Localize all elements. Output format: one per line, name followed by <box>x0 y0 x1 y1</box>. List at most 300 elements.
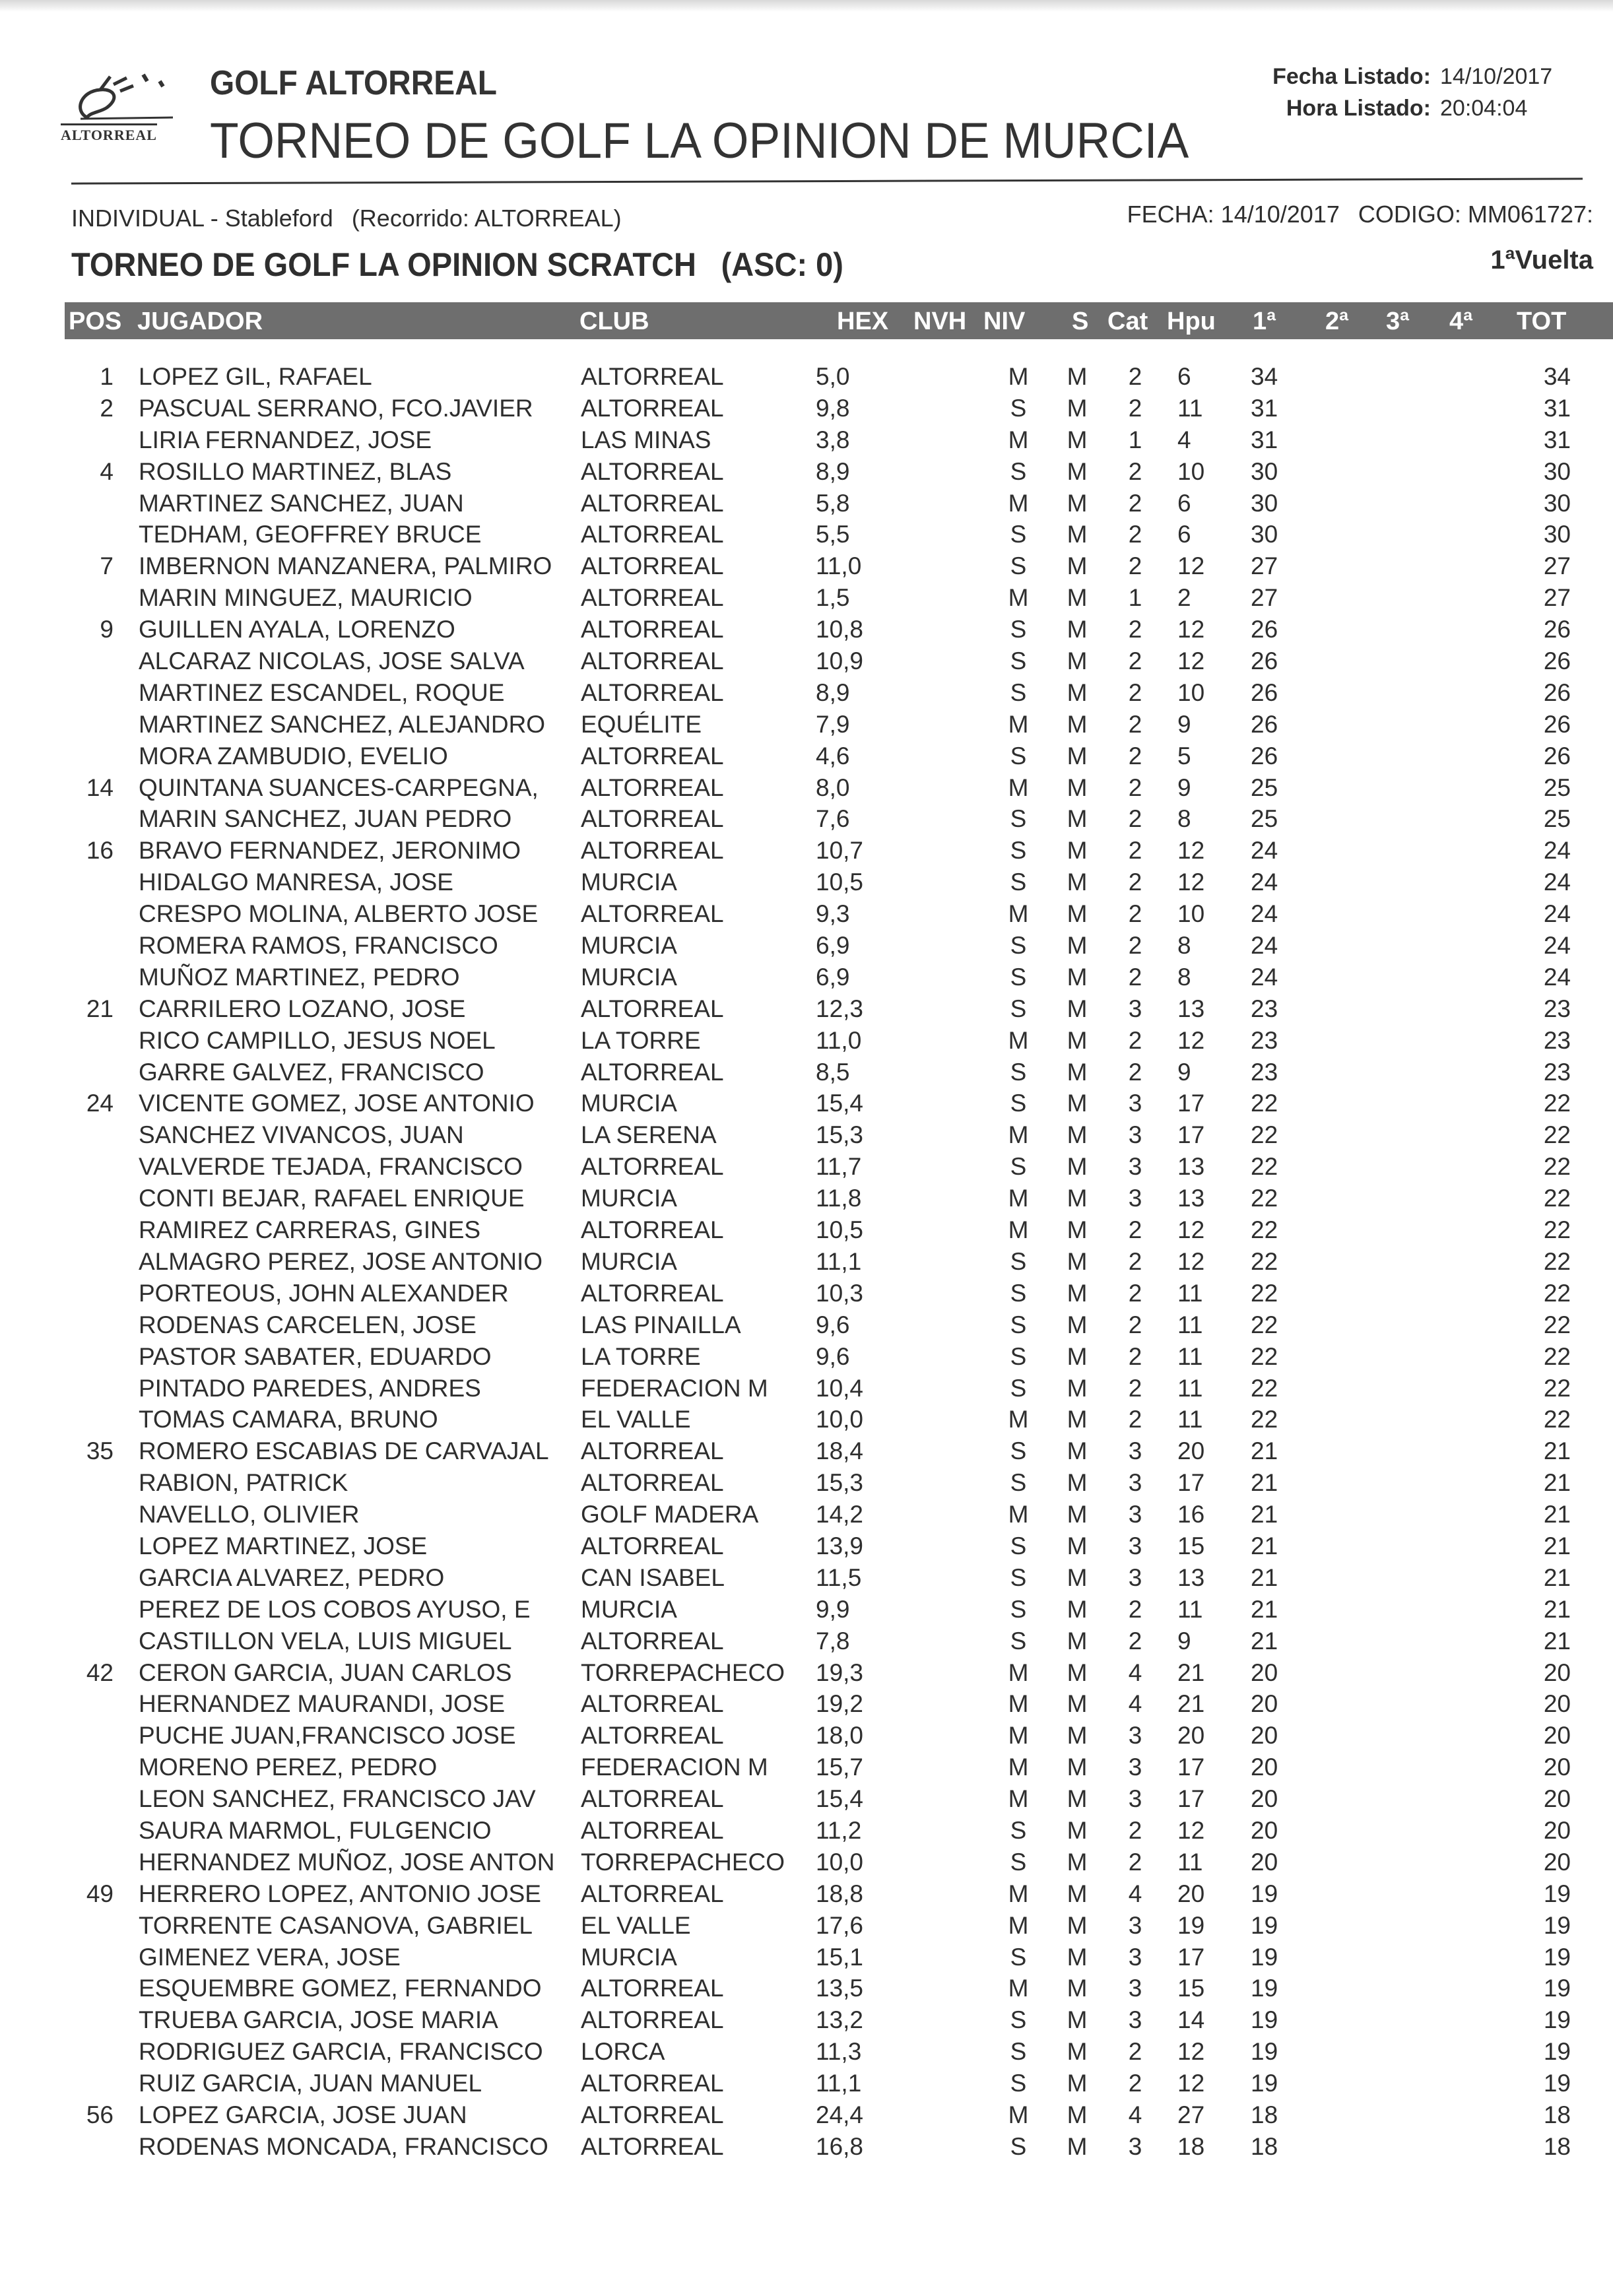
cell-level: S <box>1010 1848 1027 1876</box>
cell-category: 2 <box>1128 2038 1142 2066</box>
round-label: 1ªVuelta <box>1490 246 1593 275</box>
table-row <box>0 2070 1613 2101</box>
cell-sex: M <box>1067 1722 1088 1750</box>
cell-playing-handicap: 20 <box>1177 1437 1205 1465</box>
col-header-round4: 4ª <box>1449 308 1473 335</box>
cell-round1-score: 22 <box>1251 1342 1278 1370</box>
cell-club: ALTORREAL <box>581 900 724 928</box>
cell-playing-handicap: 13 <box>1177 995 1205 1022</box>
cell-position: 1 <box>100 363 114 390</box>
cell-position: 4 <box>100 457 114 485</box>
cell-position: 42 <box>86 1658 114 1686</box>
cell-level: S <box>1010 805 1027 833</box>
cell-total-score: 31 <box>1543 394 1571 422</box>
cell-sex: M <box>1067 363 1088 390</box>
cell-club: ALTORREAL <box>581 742 724 770</box>
cell-player-name: TEDHAM, GEOFFREY BRUCE <box>139 521 482 548</box>
cell-club: LA SERENA <box>581 1121 717 1149</box>
cell-category: 3 <box>1128 1185 1142 1212</box>
cell-category: 2 <box>1128 1026 1142 1054</box>
cell-position: 7 <box>100 552 114 580</box>
cell-sex: M <box>1067 1975 1088 2002</box>
cell-total-score: 20 <box>1543 1785 1571 1813</box>
cell-club: ALTORREAL <box>581 1216 724 1244</box>
table-row <box>0 995 1613 1027</box>
cell-total-score: 31 <box>1543 426 1571 453</box>
cell-club: TORREPACHECO <box>581 1848 785 1876</box>
cell-level: M <box>1008 1658 1029 1686</box>
cell-round1-score: 27 <box>1251 584 1278 612</box>
cell-round1-score: 24 <box>1251 869 1278 896</box>
competition-date: FECHA: 14/10/2017 <box>1127 201 1340 228</box>
cell-playing-handicap: 8 <box>1177 805 1191 833</box>
cell-playing-handicap: 11 <box>1177 1279 1203 1307</box>
cell-category: 2 <box>1128 457 1142 485</box>
cell-playing-handicap: 17 <box>1177 1121 1205 1149</box>
cell-player-name: CASTILLON VELA, LUIS MIGUEL <box>139 1627 512 1655</box>
table-header <box>65 302 1613 339</box>
cell-playing-handicap: 13 <box>1177 1563 1205 1591</box>
cell-category: 3 <box>1128 1469 1142 1497</box>
cell-playing-handicap: 17 <box>1177 1785 1205 1813</box>
cell-total-score: 20 <box>1543 1816 1571 1844</box>
cell-handicap-exact: 8,0 <box>816 773 850 801</box>
cell-handicap-exact: 11,8 <box>816 1185 862 1212</box>
fecha-listado <box>1272 61 1572 92</box>
cell-round1-score: 26 <box>1251 616 1278 643</box>
cell-club: ALTORREAL <box>581 1469 724 1497</box>
table-row <box>0 1437 1613 1469</box>
cell-sex: M <box>1067 805 1088 833</box>
cell-total-score: 22 <box>1543 1247 1571 1275</box>
cell-player-name: TRUEBA GARCIA, JOSE MARIA <box>139 2006 498 2034</box>
table-row <box>0 363 1613 395</box>
cell-total-score: 22 <box>1543 1121 1571 1149</box>
cell-category: 2 <box>1128 489 1142 517</box>
cell-sex: M <box>1067 1911 1088 1939</box>
cell-round1-score: 20 <box>1251 1785 1278 1813</box>
cell-total-score: 22 <box>1543 1185 1571 1212</box>
cell-category: 2 <box>1128 900 1142 928</box>
cell-round1-score: 26 <box>1251 710 1278 738</box>
cell-level: M <box>1008 710 1029 738</box>
cell-player-name: VALVERDE TEJADA, FRANCISCO <box>139 1153 523 1181</box>
cell-player-name: LOPEZ MARTINEZ, JOSE <box>139 1532 428 1559</box>
table-row <box>0 458 1613 490</box>
cell-player-name: MARTINEZ ESCANDEL, ROQUE <box>139 678 505 706</box>
cell-level: M <box>1008 1785 1029 1813</box>
cell-player-name: PINTADO PAREDES, ANDRES <box>139 1374 481 1402</box>
cell-sex: M <box>1067 1311 1088 1338</box>
table-row <box>0 490 1613 521</box>
cell-level: M <box>1008 363 1029 390</box>
cell-handicap-exact: 5,8 <box>816 489 850 517</box>
cell-player-name: PORTEOUS, JOHN ALEXANDER <box>139 1279 509 1307</box>
cell-club: ALTORREAL <box>581 2070 724 2097</box>
col-header-jugador: JUGADOR <box>137 308 263 335</box>
cell-category: 3 <box>1128 1722 1142 1750</box>
cell-handicap-exact: 18,0 <box>816 1722 864 1750</box>
cell-total-score: 27 <box>1543 552 1571 580</box>
cell-player-name: VICENTE GOMEZ, JOSE ANTONIO <box>139 1090 535 1117</box>
cell-level: S <box>1010 1247 1027 1275</box>
cell-category: 2 <box>1128 1374 1142 1402</box>
cell-handicap-exact: 12,3 <box>816 995 864 1022</box>
cell-round1-score: 23 <box>1251 1026 1278 1054</box>
cell-sex: M <box>1067 1121 1088 1149</box>
cell-category: 2 <box>1128 1216 1142 1244</box>
cell-player-name: SANCHEZ VIVANCOS, JUAN <box>139 1121 464 1149</box>
cell-total-score: 19 <box>1543 2006 1571 2034</box>
cell-handicap-exact: 18,4 <box>816 1437 864 1465</box>
cell-playing-handicap: 14 <box>1177 2006 1205 2034</box>
table-row <box>0 1185 1613 1216</box>
cell-level: M <box>1008 584 1029 612</box>
cell-category: 4 <box>1128 1880 1142 1907</box>
cell-playing-handicap: 15 <box>1177 1532 1205 1559</box>
cell-category: 3 <box>1128 2006 1142 2034</box>
cell-player-name: GARRE GALVEZ, FRANCISCO <box>139 1058 484 1086</box>
cell-sex: M <box>1067 1026 1088 1054</box>
cell-round1-score: 19 <box>1251 2038 1278 2066</box>
cell-category: 3 <box>1128 1153 1142 1181</box>
cell-player-name: HIDALGO MANRESA, JOSE <box>139 869 453 896</box>
cell-round1-score: 19 <box>1251 1943 1278 1971</box>
cell-handicap-exact: 15,4 <box>816 1785 864 1813</box>
cell-total-score: 22 <box>1543 1216 1571 1244</box>
cell-round1-score: 26 <box>1251 678 1278 706</box>
cell-total-score: 20 <box>1543 1690 1571 1718</box>
cell-handicap-exact: 11,7 <box>816 1153 862 1181</box>
col-header-round2: 2ª <box>1325 308 1349 335</box>
cell-level: S <box>1010 647 1027 675</box>
cell-level: S <box>1010 995 1027 1022</box>
table-row <box>0 1216 1613 1248</box>
hora-listado-value: 20:04:04 <box>1440 96 1528 121</box>
cell-category: 2 <box>1128 1247 1142 1275</box>
cell-player-name: ALCARAZ NICOLAS, JOSE SALVA <box>139 647 525 675</box>
cell-level: M <box>1008 1722 1029 1750</box>
cell-total-score: 22 <box>1543 1090 1571 1117</box>
cell-round1-score: 26 <box>1251 647 1278 675</box>
cell-sex: M <box>1067 1848 1088 1876</box>
cell-club: ALTORREAL <box>581 363 724 390</box>
cell-total-score: 22 <box>1543 1153 1571 1181</box>
cell-playing-handicap: 27 <box>1177 2101 1205 2128</box>
cell-handicap-exact: 4,6 <box>816 742 850 770</box>
cell-round1-score: 22 <box>1251 1406 1278 1433</box>
cell-category: 2 <box>1128 1342 1142 1370</box>
cell-handicap-exact: 11,5 <box>816 1563 862 1591</box>
cell-club: ALTORREAL <box>581 1627 724 1655</box>
cell-sex: M <box>1067 1532 1088 1559</box>
category-name: TORNEO DE GOLF LA OPINION SCRATCH <box>71 246 696 283</box>
cell-category: 2 <box>1128 394 1142 422</box>
cell-level: S <box>1010 1816 1027 1844</box>
cell-total-score: 21 <box>1543 1501 1571 1528</box>
cell-sex: M <box>1067 932 1088 960</box>
cell-handicap-exact: 10,4 <box>816 1374 864 1402</box>
table-row <box>0 1311 1613 1343</box>
cell-round1-score: 24 <box>1251 932 1278 960</box>
cell-playing-handicap: 11 <box>1177 1406 1203 1433</box>
cell-player-name: RAMIREZ CARRERAS, GINES <box>139 1216 481 1244</box>
cell-round1-score: 25 <box>1251 805 1278 833</box>
cell-sex: M <box>1067 710 1088 738</box>
cell-playing-handicap: 11 <box>1177 1848 1203 1876</box>
cell-sex: M <box>1067 1090 1088 1117</box>
cell-club: ALTORREAL <box>581 2006 724 2034</box>
cell-handicap-exact: 10,0 <box>816 1848 864 1876</box>
cell-level: M <box>1008 1911 1029 1939</box>
fecha-listado-label: Fecha Listado: <box>1272 64 1431 89</box>
cell-player-name: LIRIA FERNANDEZ, JOSE <box>139 426 432 453</box>
cell-playing-handicap: 17 <box>1177 1469 1205 1497</box>
cell-level: M <box>1008 1754 1029 1781</box>
cell-player-name: LOPEZ GIL, RAFAEL <box>139 363 372 390</box>
cell-handicap-exact: 5,5 <box>816 521 850 548</box>
cell-playing-handicap: 11 <box>1177 1342 1203 1370</box>
cell-player-name: GUILLEN AYALA, LORENZO <box>139 616 455 643</box>
cell-sex: M <box>1067 742 1088 770</box>
cell-club: FEDERACION M <box>581 1374 768 1402</box>
cell-sex: M <box>1067 457 1088 485</box>
cell-round1-score: 20 <box>1251 1816 1278 1844</box>
cell-sex: M <box>1067 1563 1088 1591</box>
table-row <box>0 1564 1613 1596</box>
logo-wordmark: ALTORREAL <box>61 123 157 144</box>
cell-player-name: BRAVO FERNANDEZ, JERONIMO <box>139 837 521 865</box>
cell-category: 2 <box>1128 521 1142 548</box>
cell-position: 2 <box>100 394 114 422</box>
table-row <box>0 837 1613 869</box>
cell-total-score: 20 <box>1543 1848 1571 1876</box>
competition-format <box>71 205 622 232</box>
cell-level: M <box>1008 2101 1029 2128</box>
cell-club: MURCIA <box>581 932 677 960</box>
cell-level: M <box>1008 1216 1029 1244</box>
cell-playing-handicap: 9 <box>1177 773 1191 801</box>
cell-total-score: 20 <box>1543 1754 1571 1781</box>
course-name: (Recorrido: ALTORREAL) <box>351 205 622 232</box>
cell-position: 14 <box>86 773 114 801</box>
cell-category: 2 <box>1128 742 1142 770</box>
table-row <box>0 1849 1613 1880</box>
cell-category: 2 <box>1128 932 1142 960</box>
table-row <box>0 395 1613 426</box>
cell-handicap-exact: 1,5 <box>816 584 850 612</box>
cell-level: M <box>1008 1880 1029 1907</box>
cell-club: LA TORRE <box>581 1342 701 1370</box>
cell-round1-score: 22 <box>1251 1279 1278 1307</box>
cell-total-score: 19 <box>1543 1943 1571 1971</box>
cell-category: 2 <box>1128 1058 1142 1086</box>
cell-sex: M <box>1067 995 1088 1022</box>
table-row <box>0 1912 1613 1944</box>
cell-level: M <box>1008 1975 1029 2002</box>
cell-round1-score: 23 <box>1251 1058 1278 1086</box>
cell-club: MURCIA <box>581 1595 677 1623</box>
table-row <box>0 1375 1613 1406</box>
cell-category: 2 <box>1128 1595 1142 1623</box>
cell-total-score: 19 <box>1543 1911 1571 1939</box>
cell-level: M <box>1008 1185 1029 1212</box>
cell-playing-handicap: 6 <box>1177 521 1191 548</box>
cell-handicap-exact: 19,2 <box>816 1690 864 1718</box>
table-row <box>0 1248 1613 1280</box>
cell-player-name: RICO CAMPILLO, JESUS NOEL <box>139 1026 496 1054</box>
cell-round1-score: 30 <box>1251 489 1278 517</box>
table-row <box>0 1659 1613 1691</box>
scan-edge <box>0 0 1613 12</box>
cell-handicap-exact: 9,9 <box>816 1595 850 1623</box>
cell-club: ALTORREAL <box>581 837 724 865</box>
cell-round1-score: 19 <box>1251 1911 1278 1939</box>
cell-club: EQUÉLITE <box>581 710 702 738</box>
cell-handicap-exact: 10,0 <box>816 1406 864 1433</box>
cell-club: ALTORREAL <box>581 584 724 612</box>
cell-playing-handicap: 5 <box>1177 742 1191 770</box>
cell-round1-score: 34 <box>1251 363 1278 390</box>
cell-total-score: 22 <box>1543 1311 1571 1338</box>
cell-category: 3 <box>1128 1911 1142 1939</box>
cell-category: 2 <box>1128 1816 1142 1844</box>
cell-playing-handicap: 12 <box>1177 1216 1205 1244</box>
cell-level: S <box>1010 2132 1027 2160</box>
cell-player-name: RODENAS CARCELEN, JOSE <box>139 1311 477 1338</box>
cell-level: S <box>1010 963 1027 991</box>
table-row <box>0 1627 1613 1659</box>
cell-handicap-exact: 17,6 <box>816 1911 864 1939</box>
cell-level: S <box>1010 1532 1027 1559</box>
cell-player-name: ALMAGRO PEREZ, JOSE ANTONIO <box>139 1247 543 1275</box>
col-header-cat: Cat <box>1107 308 1148 335</box>
golfer-logo-icon <box>61 71 180 124</box>
cell-playing-handicap: 21 <box>1177 1690 1205 1718</box>
cell-player-name: NAVELLO, OLIVIER <box>139 1501 360 1528</box>
cell-level: S <box>1010 616 1027 643</box>
cell-playing-handicap: 10 <box>1177 678 1205 706</box>
cell-category: 3 <box>1128 995 1142 1022</box>
cell-level: S <box>1010 552 1027 580</box>
table-row <box>0 1785 1613 1817</box>
cell-handicap-exact: 8,5 <box>816 1058 850 1086</box>
table-row <box>0 964 1613 995</box>
cell-playing-handicap: 12 <box>1177 2038 1205 2066</box>
cell-playing-handicap: 21 <box>1177 1658 1205 1686</box>
format-type: INDIVIDUAL - Stableford <box>71 205 333 232</box>
cell-category: 2 <box>1128 805 1142 833</box>
table-row <box>0 900 1613 932</box>
tournament-title: TORNEO DE GOLF LA OPINION DE MURCIA <box>210 113 1189 169</box>
cell-total-score: 27 <box>1543 584 1571 612</box>
cell-sex: M <box>1067 394 1088 422</box>
cell-level: S <box>1010 1374 1027 1402</box>
col-header-hex: HEX <box>837 308 889 335</box>
table-row <box>0 1817 1613 1849</box>
table-row <box>0 426 1613 458</box>
cell-sex: M <box>1067 1943 1088 1971</box>
cell-category: 1 <box>1128 426 1142 453</box>
cell-handicap-exact: 11,0 <box>816 1026 862 1054</box>
cell-club: ALTORREAL <box>581 1785 724 1813</box>
cell-handicap-exact: 18,8 <box>816 1880 864 1907</box>
cell-level: M <box>1008 1690 1029 1718</box>
cell-level: M <box>1008 1406 1029 1433</box>
cell-playing-handicap: 11 <box>1177 1595 1203 1623</box>
cell-total-score: 19 <box>1543 2070 1571 2097</box>
cell-handicap-exact: 5,0 <box>816 363 850 390</box>
cell-player-name: MARIN SANCHEZ, JUAN PEDRO <box>139 805 512 833</box>
cell-handicap-exact: 10,9 <box>816 647 864 675</box>
cell-round1-score: 18 <box>1251 2101 1278 2128</box>
cell-round1-score: 22 <box>1251 1247 1278 1275</box>
cell-club: FEDERACION M <box>581 1754 768 1781</box>
cell-playing-handicap: 13 <box>1177 1185 1205 1212</box>
cell-handicap-exact: 15,3 <box>816 1121 864 1149</box>
cell-playing-handicap: 15 <box>1177 1975 1205 2002</box>
cell-player-name: PASTOR SABATER, EDUARDO <box>139 1342 492 1370</box>
cell-total-score: 22 <box>1543 1374 1571 1402</box>
table-row <box>0 1880 1613 1912</box>
cell-level: S <box>1010 521 1027 548</box>
cell-round1-score: 31 <box>1251 394 1278 422</box>
col-header-total: TOT <box>1517 308 1567 335</box>
cell-sex: M <box>1067 900 1088 928</box>
listing-meta <box>1272 61 1572 124</box>
cell-playing-handicap: 11 <box>1177 1311 1203 1338</box>
cell-level: S <box>1010 2070 1027 2097</box>
cell-playing-handicap: 12 <box>1177 552 1205 580</box>
col-header-round3: 3ª <box>1386 308 1410 335</box>
col-header-niv: NIV <box>983 308 1026 335</box>
cell-club: ALTORREAL <box>581 552 724 580</box>
cell-player-name: RODENAS MONCADA, FRANCISCO <box>139 2132 548 2160</box>
cell-total-score: 18 <box>1543 2132 1571 2160</box>
cell-level: M <box>1008 900 1029 928</box>
cell-club: LORCA <box>581 2038 665 2066</box>
cell-sex: M <box>1067 963 1088 991</box>
cell-total-score: 21 <box>1543 1437 1571 1465</box>
cell-player-name: LOPEZ GARCIA, JOSE JUAN <box>139 2101 467 2128</box>
cell-playing-handicap: 12 <box>1177 869 1205 896</box>
cell-playing-handicap: 8 <box>1177 932 1191 960</box>
cell-player-name: MORENO PEREZ, PEDRO <box>139 1754 438 1781</box>
cell-total-score: 24 <box>1543 869 1571 896</box>
cell-total-score: 18 <box>1543 2101 1571 2128</box>
cell-playing-handicap: 12 <box>1177 647 1205 675</box>
cell-player-name: GIMENEZ VERA, JOSE <box>139 1943 401 1971</box>
table-row <box>0 521 1613 552</box>
table-row <box>0 1090 1613 1121</box>
cell-handicap-exact: 9,6 <box>816 1342 850 1370</box>
cell-position: 24 <box>86 1090 114 1117</box>
col-header-hpu: Hpu <box>1167 308 1216 335</box>
cell-handicap-exact: 8,9 <box>816 457 850 485</box>
cell-position: 21 <box>86 995 114 1022</box>
table-row <box>0 1121 1613 1153</box>
cell-player-name: GARCIA ALVAREZ, PEDRO <box>139 1563 445 1591</box>
cell-sex: M <box>1067 2070 1088 2097</box>
cell-sex: M <box>1067 521 1088 548</box>
cell-level: S <box>1010 837 1027 865</box>
cell-sex: M <box>1067 552 1088 580</box>
cell-total-score: 20 <box>1543 1722 1571 1750</box>
cell-category: 2 <box>1128 773 1142 801</box>
cell-round1-score: 22 <box>1251 1090 1278 1117</box>
cell-player-name: CRESPO MOLINA, ALBERTO JOSE <box>139 900 539 928</box>
cell-handicap-exact: 11,1 <box>816 2070 862 2097</box>
